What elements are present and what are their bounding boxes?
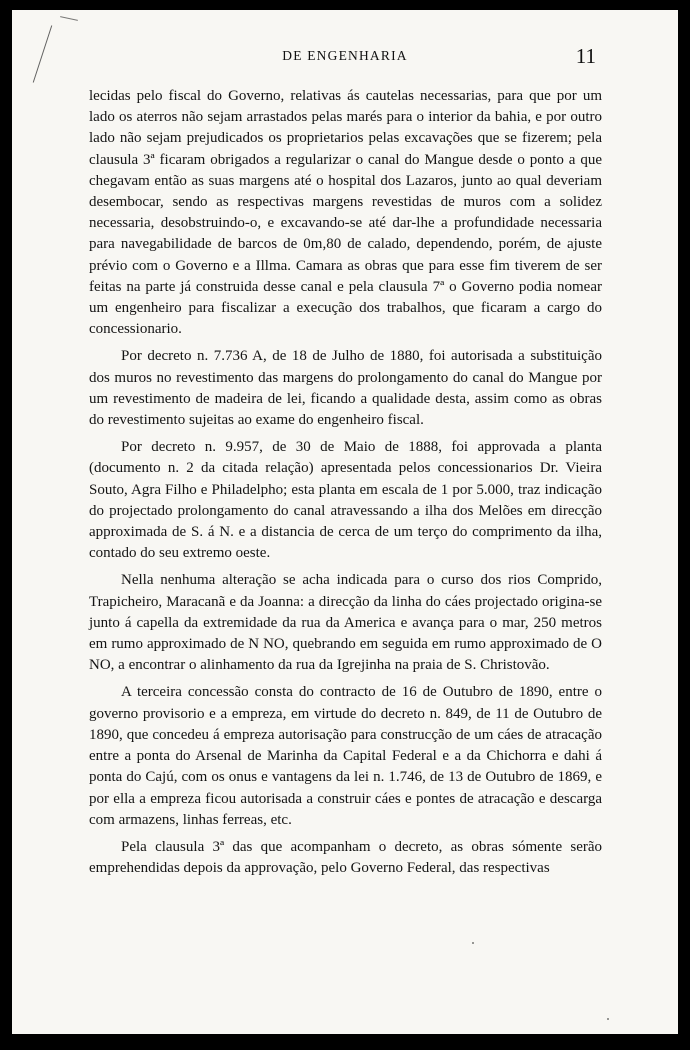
margin-mark: [60, 16, 78, 21]
page-header: [12, 44, 678, 68]
paragraph: Por decreto n. 9.957, de 30 de Maio de 1888, foi approvada a planta (documento n. 2 da citada relação) apresentada pelos concessionarios Dr. Vieira Souto, Agra Filho e Philadelpho; esta planta em escala de 1 por 5.000, traz indicação do projectado prolongamento do canal atravessando a ilha dos Melões em direcção approximada de S. á N. e a distancia de cerca de um terço do comprimento da ilha, contado do seu extremo oeste.: [89, 439, 602, 562]
paragraph: lecidas pelo fiscal do Governo, relativas ás cautelas necessarias, para que por um lado os aterros não sejam arrastados pelas marés para o interior da bahia, e por outro lado não sejam prejudicados os proprietarios pelas excavações que se fizerem; pela clausula 3ª ficaram obrigados a regularizar o canal do Mangue desde o ponto a que chegavam então as suas margens até o hospital dos Lazaros, junto ao qual deveriam desembocar, sendo as respectivas margens revestidas de muros com a solidez necessaria, desobstruindo-o, e excavando-se até dar-lhe a profundidade necessaria para navegabilidade de barcos de 0m,80 de calado, dependendo, porém, de ajuste prévio com o Governo e a Illma. Camara as obras que para esse fim tiverem de ser feitas na parte já construida desse canal e pela clausula 7ª o Governo podia nomear um engenheiro para fiscalizar a execução dos trabalhos, que ficaram a cargo do concessionario.: [89, 88, 602, 338]
paragraph: Pela clausula 3ª das que acompanham o decreto, as obras sómente serão emprehendidas depois da approvação, pelo Governo Federal, das respectivas: [89, 838, 602, 877]
body-text: [89, 86, 602, 885]
paragraph: Nella nenhuma alteração se acha indicada para o curso dos rios Comprido, Trapicheiro, Maracanã e da Joanna: a direcção da linha do cáes projectado origina-se junto á capella da extremidade da rua da America e avança para o mar, 250 metros em rumo approximado de N NO, quebrando em seguida em rumo approximado de O NO, a encontrar o alinhamento da rua da Igrejinha na praia de S. Christovão.: [89, 572, 602, 674]
running-title: DE ENGENHARIA: [282, 48, 408, 63]
document-page: [12, 10, 678, 1034]
speck: [472, 942, 474, 944]
paragraph: A terceira concessão consta do contracto de 16 de Outubro de 1890, entre o governo provisorio e a empreza, em virtude do decreto n. 849, de 11 de Outubro de 1890, que concedeu á empreza autorisação para construcção de um cáes de atracação entre a ponta do Arsenal de Marinha da Capital Federal e a da Chichorra e dahi á ponta do Cajú, com os onus e vantagens da lei n. 1.746, de 13 de Outubro de 1869, e por ella a empreza ficou autorisada a construir cáes e pontes de atracação e descarga com armazens, linhas ferreas, etc.: [89, 684, 602, 828]
paragraph: Por decreto n. 7.736 A, de 18 de Julho de 1880, foi autorisada a substituição dos muros no revestimento das margens do prolongamento do canal do Mangue por um revestimento de madeira de lei, ficando a qualidade desta, assim como as obras do revestimento sujeitas ao exame do engenheiro fiscal.: [89, 348, 602, 429]
speck: [607, 1018, 609, 1020]
page-number: 11: [575, 44, 596, 68]
